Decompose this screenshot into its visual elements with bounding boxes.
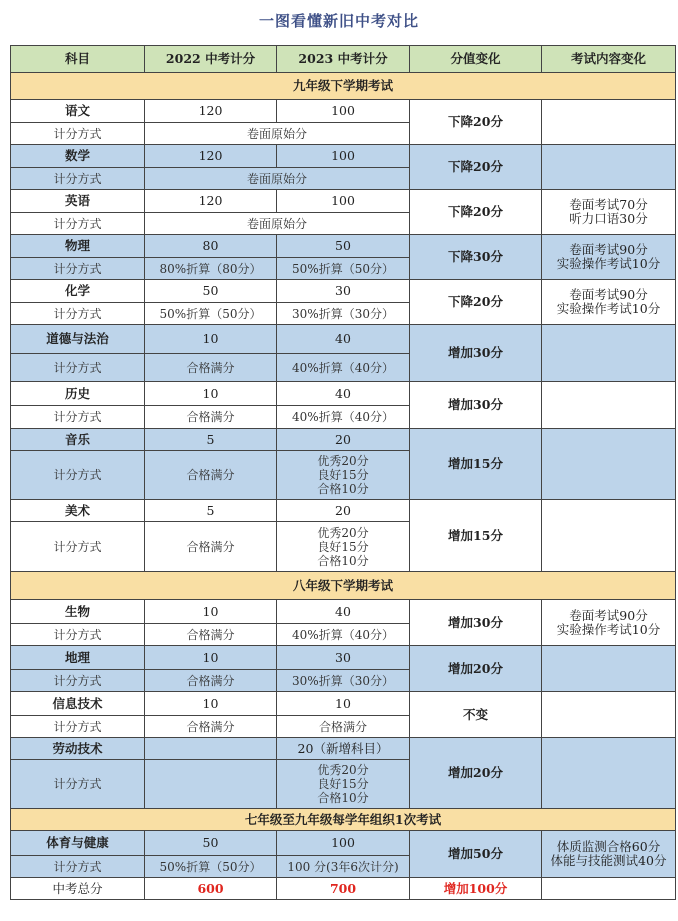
- method-label: 计分方式: [11, 406, 145, 429]
- method-label: 计分方式: [11, 213, 145, 235]
- subject-name: 劳动技术: [11, 738, 145, 760]
- subject-name: 化学: [11, 280, 145, 303]
- section-grade8: 八年级下学期考试: [11, 572, 676, 600]
- table-row: [11, 646, 676, 670]
- method-label: 计分方式: [11, 522, 145, 572]
- method-label: 计分方式: [11, 716, 145, 738]
- score-2022: 10: [145, 382, 277, 406]
- method-2022: [145, 760, 277, 809]
- total-2022: 600: [145, 878, 277, 900]
- score-change: 下降20分: [410, 100, 542, 145]
- score-2022: 120: [145, 190, 277, 213]
- method-2022: 合格满分: [145, 522, 277, 572]
- grade-line: 合格10分: [317, 553, 369, 568]
- score-2022: 50: [145, 831, 277, 856]
- method-label: 计分方式: [11, 451, 145, 500]
- content-change: [542, 145, 676, 190]
- score-2023: 50: [277, 235, 410, 258]
- score-2023: 20: [277, 429, 410, 451]
- table-row: [11, 325, 676, 354]
- grade-line: 合格10分: [317, 482, 369, 496]
- content-change: [542, 382, 676, 429]
- table-row: [11, 600, 676, 624]
- score-change: 下降20分: [410, 190, 542, 235]
- score-2022: 5: [145, 429, 277, 451]
- subject-name: 语文: [11, 100, 145, 123]
- section-row: [11, 809, 676, 831]
- table-header-row: [11, 46, 676, 73]
- table-row: [11, 100, 676, 123]
- score-change: 增加15分: [410, 500, 542, 572]
- section-row: [11, 572, 676, 600]
- score-change: 增加30分: [410, 325, 542, 382]
- grade-line: 良好15分: [317, 539, 369, 554]
- table-row: [11, 235, 676, 258]
- content-change: [542, 280, 676, 325]
- subject-name: 信息技术: [11, 692, 145, 716]
- method-label: 计分方式: [11, 303, 145, 325]
- table-row: [11, 382, 676, 406]
- subject-name: 地理: [11, 646, 145, 670]
- method-2022: 合格满分: [145, 354, 277, 382]
- method-2023: 30%折算（30分）: [277, 670, 410, 692]
- grade-line: 合格10分: [317, 791, 369, 805]
- table-row: [11, 429, 676, 451]
- score-2022: 10: [145, 646, 277, 670]
- grade-line: 良好15分: [317, 468, 369, 482]
- page-title: 一图看懂新旧中考对比: [258, 12, 419, 30]
- content-line: 体能与技能测试40分: [550, 853, 667, 868]
- content-line: 卷面考试90分: [569, 607, 648, 623]
- table-row: [11, 831, 676, 856]
- score-change: 增加30分: [410, 382, 542, 429]
- method-label: 计分方式: [11, 168, 145, 190]
- score-change: 下降20分: [410, 280, 542, 325]
- score-2023: 40: [277, 325, 410, 354]
- grade-line: 优秀20分: [317, 525, 369, 540]
- method-2023: [277, 760, 410, 809]
- content-change: [542, 600, 676, 646]
- score-2023: 100: [277, 190, 410, 213]
- score-2022: 120: [145, 100, 277, 123]
- score-change: 增加20分: [410, 646, 542, 692]
- method-label: 计分方式: [11, 123, 145, 145]
- content-change: [542, 235, 676, 280]
- total-content: [542, 878, 676, 900]
- score-2023: 20（新增科目）: [277, 738, 410, 760]
- score-2022: 50: [145, 280, 277, 303]
- method-2023: 40%折算（40分）: [277, 354, 410, 382]
- content-change: [542, 692, 676, 738]
- table-row: [11, 145, 676, 168]
- section-row: [11, 73, 676, 100]
- header-subject: 科目: [11, 46, 145, 73]
- header-content: 考试内容变化: [542, 46, 676, 73]
- subject-name: 英语: [11, 190, 145, 213]
- score-change: 不变: [410, 692, 542, 738]
- score-2023: 20: [277, 500, 410, 522]
- method-2022: 80%折算（80分）: [145, 258, 277, 280]
- content-change: [542, 429, 676, 500]
- score-2022: 10: [145, 692, 277, 716]
- method-2023: 40%折算（40分）: [277, 624, 410, 646]
- method-label: 计分方式: [11, 624, 145, 646]
- score-change: 增加15分: [410, 429, 542, 500]
- score-2023: 30: [277, 280, 410, 303]
- table-row: [11, 500, 676, 522]
- method-2023: 30%折算（30分）: [277, 303, 410, 325]
- total-row: [11, 878, 676, 900]
- content-line: 实验操作考试10分: [556, 256, 661, 271]
- subject-name: 生物: [11, 600, 145, 624]
- method-2023: [277, 451, 410, 500]
- method-2022: 合格满分: [145, 451, 277, 500]
- method-2023: 40%折算（40分）: [277, 406, 410, 429]
- method-2023: 50%折算（50分）: [277, 258, 410, 280]
- method-2022: 50%折算（50分）: [145, 856, 277, 878]
- score-2022: 5: [145, 500, 277, 522]
- score-2023: 30: [277, 646, 410, 670]
- method-label: 计分方式: [11, 354, 145, 382]
- grade-line: 优秀20分: [317, 763, 369, 777]
- header-2023: 2023 中考计分: [277, 46, 410, 73]
- method-2022: 合格满分: [145, 406, 277, 429]
- content-change: [542, 831, 676, 878]
- method-2023: 合格满分: [277, 716, 410, 738]
- score-change: 增加30分: [410, 600, 542, 646]
- score-2023: 10: [277, 692, 410, 716]
- header-2022: 2022 中考计分: [145, 46, 277, 73]
- method-label: 计分方式: [11, 760, 145, 809]
- score-change: 下降30分: [410, 235, 542, 280]
- table-row: [11, 692, 676, 716]
- content-line: 卷面考试70分: [569, 197, 648, 212]
- subject-name: 数学: [11, 145, 145, 168]
- subject-name: 音乐: [11, 429, 145, 451]
- total-label: 中考总分: [11, 878, 145, 900]
- method-shared: 卷面原始分: [145, 123, 410, 145]
- exam-comparison-table: [10, 45, 676, 900]
- content-line: 卷面考试90分: [569, 287, 648, 302]
- content-change: [542, 325, 676, 382]
- subject-name: 物理: [11, 235, 145, 258]
- score-2023: 100: [277, 145, 410, 168]
- method-2022: 合格满分: [145, 716, 277, 738]
- score-2022: 80: [145, 235, 277, 258]
- score-change: 增加50分: [410, 831, 542, 878]
- score-2022: [145, 738, 277, 760]
- method-shared: 卷面原始分: [145, 168, 410, 190]
- table-row: [11, 280, 676, 303]
- total-change: 增加100分: [410, 878, 542, 900]
- method-shared: 卷面原始分: [145, 213, 410, 235]
- score-2023: 100: [277, 831, 410, 856]
- method-label: 计分方式: [11, 258, 145, 280]
- score-change: 下降20分: [410, 145, 542, 190]
- content-change: [542, 500, 676, 572]
- table-row: [11, 190, 676, 213]
- grade-line: 良好15分: [317, 777, 369, 791]
- method-2022: 50%折算（50分）: [145, 303, 277, 325]
- score-2022: 10: [145, 600, 277, 624]
- total-2023: 700: [277, 878, 410, 900]
- table-row: [11, 738, 676, 760]
- subject-name: 历史: [11, 382, 145, 406]
- content-change: [542, 738, 676, 809]
- header-change: 分值变化: [410, 46, 542, 73]
- grade-line: 优秀20分: [317, 454, 369, 468]
- method-label: 计分方式: [11, 856, 145, 878]
- content-change: [542, 100, 676, 145]
- method-2022: 合格满分: [145, 624, 277, 646]
- subject-name: 体育与健康: [11, 831, 145, 856]
- subject-name: 美术: [11, 500, 145, 522]
- method-2023: [277, 522, 410, 572]
- content-line: 实验操作考试10分: [556, 621, 661, 637]
- content-line: 体质监测合格60分: [556, 839, 661, 854]
- content-line: 卷面考试90分: [569, 242, 648, 257]
- score-2022: 10: [145, 325, 277, 354]
- section-grade7to9: 七年级至九年级每学年组织1次考试: [11, 809, 676, 831]
- content-change: [542, 190, 676, 235]
- score-change: 增加20分: [410, 738, 542, 809]
- score-2022: 120: [145, 145, 277, 168]
- content-line: 听力口语30分: [569, 211, 648, 226]
- method-label: 计分方式: [11, 670, 145, 692]
- score-2023: 100: [277, 100, 410, 123]
- score-2023: 40: [277, 600, 410, 624]
- subject-name: 道德与法治: [11, 325, 145, 354]
- section-grade9: 九年级下学期考试: [11, 73, 676, 100]
- content-line: 实验操作考试10分: [556, 301, 661, 316]
- method-2022: 合格满分: [145, 670, 277, 692]
- method-2023: 100 分(3年6次计分): [277, 856, 410, 878]
- score-2023: 40: [277, 382, 410, 406]
- content-change: [542, 646, 676, 692]
